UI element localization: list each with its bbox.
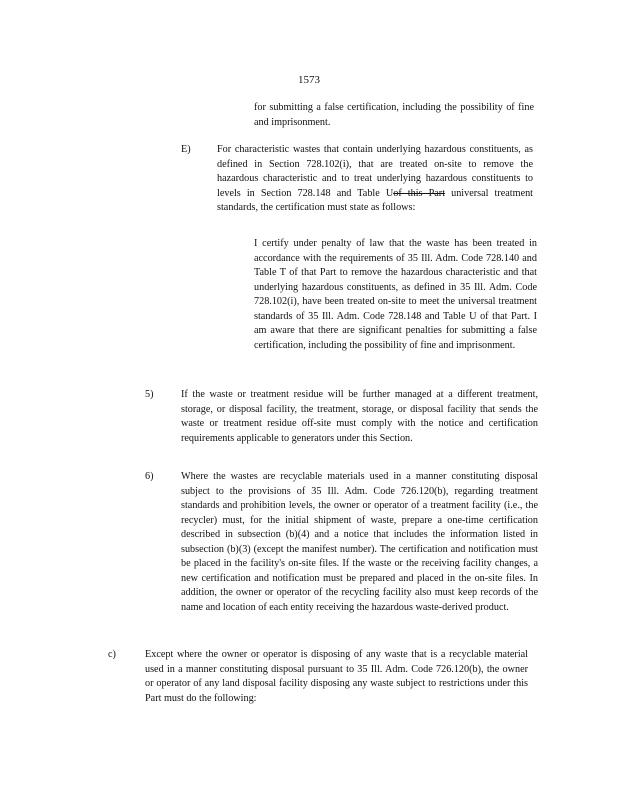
item-6-label: 6): [145, 471, 154, 482]
item-5-label: 5): [145, 389, 154, 400]
item-5-paragraph: If the waste or treatment residue will be further managed at a different treatment, storage, or disposal facility, the treatment, storage, or disposal facility that sends the waste or treatment residue off-site must comply with the notice and certification requirements applicable to generators under this Section.: [181, 389, 538, 444]
item-c-paragraph: Except where the owner or operator is disposing of any waste that is a recyclable material used in a manner constituting disposal pursuant to 35 Ill. Adm. Code 726.120(b), the owner or operator of any land disposal facility disposing any waste subject to restrictions under this Part must do the following:: [145, 649, 528, 704]
item-c-label: c): [108, 649, 116, 660]
certification-quote: I certify under penalty of law that the waste has been treated in accordance with the requirements of 35 Ill. Adm. Code 728.140 and Table T of that Part to remove the hazardous characteristic and that underlying hazardous constituents, as defined in 35 Ill. Adm. Code 728.102(i), have been treated on-site to meet the universal treatment standards of 35 Ill. Adm. Code 728.148 and Table U of that Part. I am aware that there are significant penalties for submitting a false certification, including the possibility of fine and imprisonment.: [254, 238, 537, 351]
item-e-label: E): [181, 144, 191, 155]
item-6-paragraph: Where the wastes are recyclable materials used in a manner constituting disposal subject to the provisions of 35 Ill. Adm. Code 726.120(b), regarding treatment standards and prohibition levels, the owner or operator of a treatment facility (i.e., the recycler) must, for the initial shipment of waste, prepare a one-time certification described in subsection (b)(4) and a notice that includes the information listed in subsection (b)(3) (except the manifest number). The certification and notification must be placed in the facility's on-site files. If the waste or the receiving facility changes, a new certification and notification must be prepared and placed in the on-site files. In addition, the owner or operator of the recycling facility also must keep records of the name and location of each entity receiving the hazardous waste-derived product.: [181, 471, 538, 613]
item-e-text: For characteristic wastes that contain underlying hazardous constituents, as defined in Section 728.102(i), that are treated on-site to remove the hazardous characteristic and to treat underlying hazardous constituents to levels in Section 728.148 and Table U: [217, 144, 533, 199]
item-e-text-after: universal treatment standards, the certification must state as follows:: [217, 187, 534, 213]
page-number: 1573: [298, 74, 320, 86]
continued-paragraph: for submitting a false certification, including the possibility of fine and imprisonment.: [254, 102, 534, 128]
item-e-struck-text: of this Part: [393, 187, 446, 199]
item-e-paragraph: [217, 143, 533, 216]
